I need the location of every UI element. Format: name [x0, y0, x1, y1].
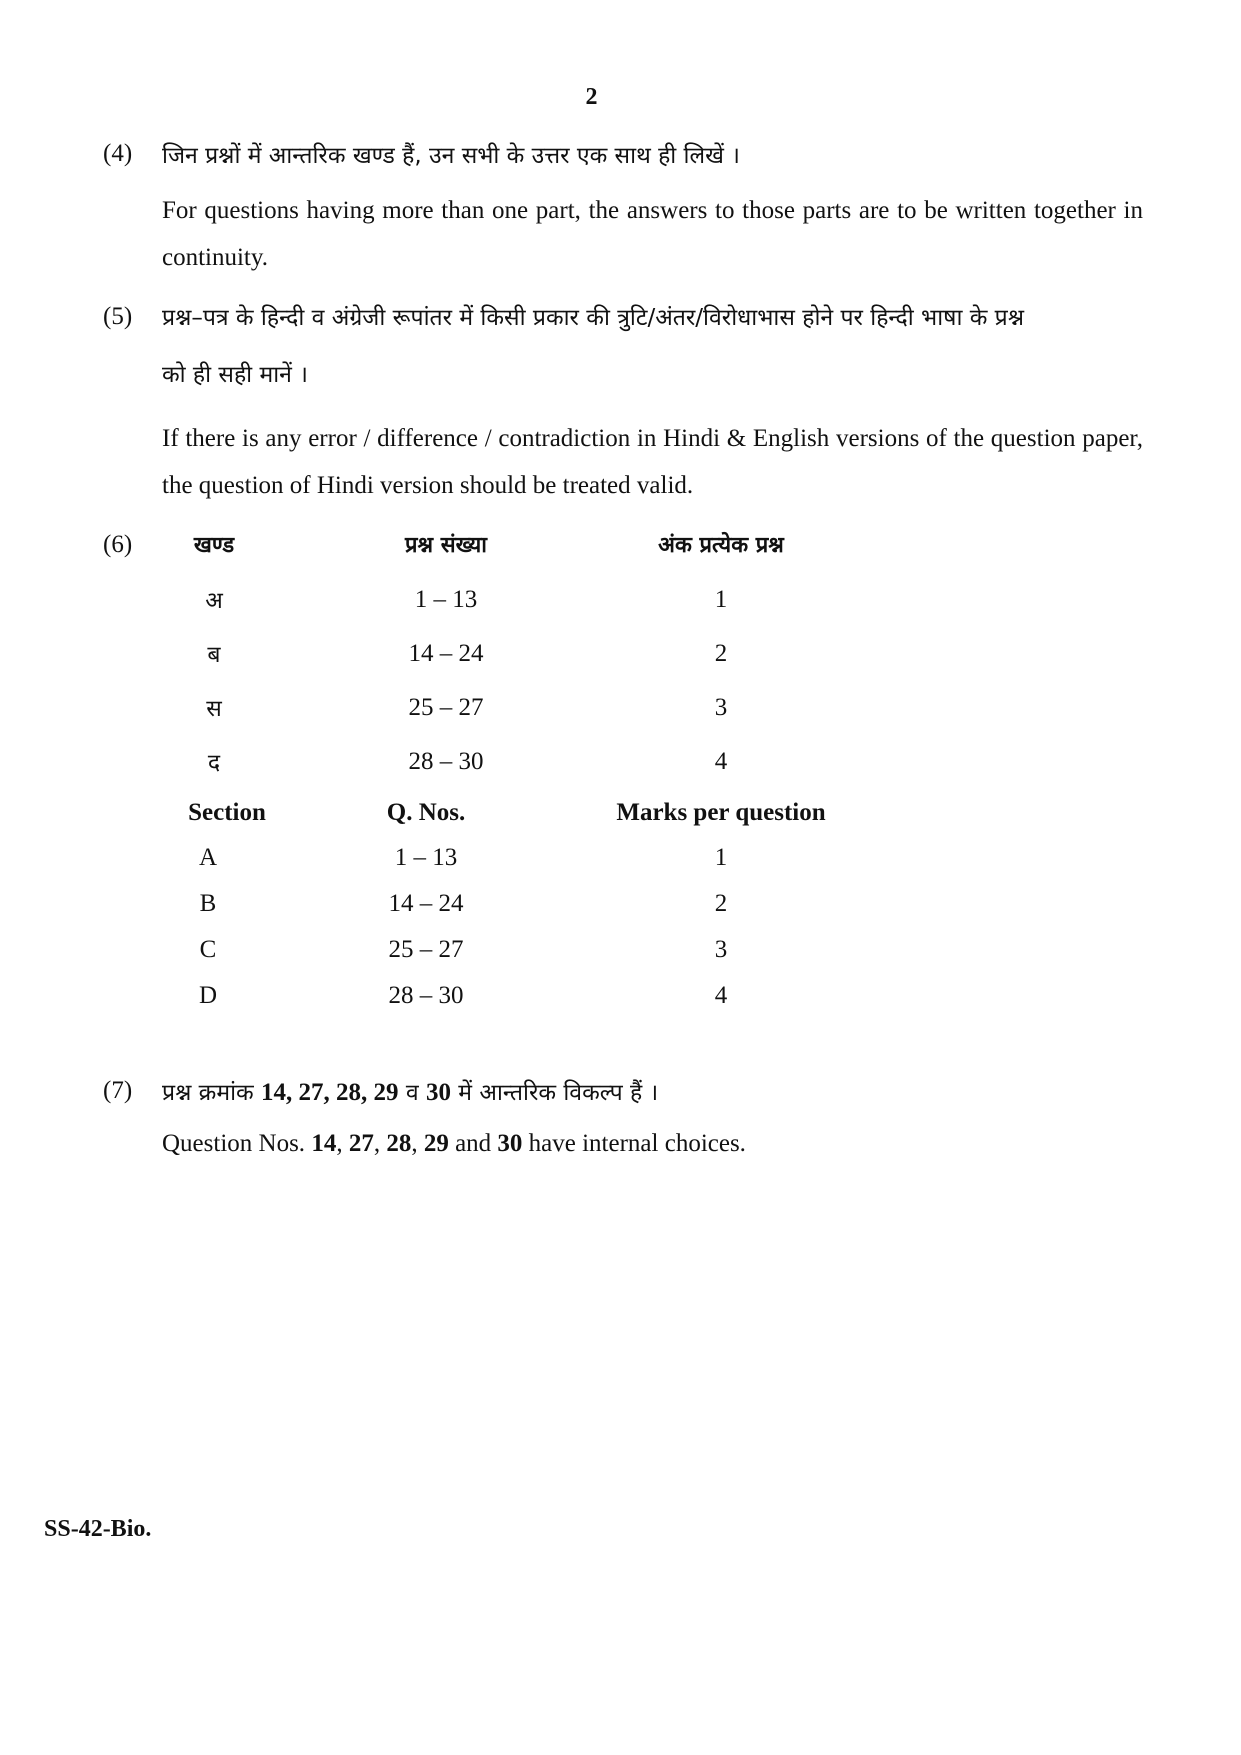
item-4-hindi-text: जिन प्रश्नों में आन्तरिक खण्ड हैं, उन सभी के उत्तर एक साथ ही लिखें । [162, 143, 740, 169]
english-table-section-cell: C [199, 936, 217, 963]
item-5-hindi-line-1: प्रश्न–पत्र के हिन्दी व अंग्रेजी रूपांतर में किसी प्रकार की त्रुटि/अंतर/विरोधाभास होने पर हिन्दी भाषा के प्रश्न [162, 305, 1025, 331]
english-table-qnos-cell: 25 – 27 [388, 936, 464, 963]
hindi-table-header-section: खण्ड [193, 533, 235, 558]
item-7-number: (7) [103, 1077, 133, 1104]
hindi-table-marks-cell: 4 [714, 748, 728, 775]
hindi-table-section-cell: स [206, 696, 222, 722]
footer-paper-code: SS-42-Bio. [44, 1516, 152, 1542]
item-7-english-text: Question Nos. 14, 27, 28, 29 and 30 have internal choices. [162, 1130, 746, 1157]
item-5-number: (5) [103, 303, 133, 330]
hindi-table-qnos-cell: 25 – 27 [408, 694, 484, 721]
english-table-qnos-cell: 14 – 24 [388, 890, 464, 917]
item-6-number: (6) [103, 531, 133, 558]
hindi-table-section-cell: ब [207, 642, 221, 668]
hindi-table-marks-cell: 3 [714, 694, 728, 721]
english-table-marks-cell: 4 [714, 982, 728, 1009]
english-table-section-cell: A [198, 844, 218, 871]
item-4-number: (4) [103, 140, 133, 167]
hindi-table-section-cell: द [207, 750, 221, 776]
page-number: 2 [585, 84, 598, 110]
item-5-english-text: If there is any error / difference / contradiction in Hindi & English versions of the question paper, the question of Hindi version should be treated valid. [162, 425, 1143, 499]
english-table-section-cell: B [199, 890, 217, 917]
hindi-table-header-marks: अंक प्रत्येक प्रश्न [658, 533, 784, 558]
english-table-marks-cell: 2 [714, 890, 728, 917]
english-table-marks-cell: 3 [714, 936, 728, 963]
english-table-qnos-cell: 1 – 13 [394, 844, 458, 871]
item-4-english-text: For questions having more than one part, the answers to those parts are to be written together in continuity. [162, 197, 1143, 271]
english-table-marks-cell: 1 [714, 844, 728, 871]
hindi-table-marks-cell: 2 [714, 640, 728, 667]
hindi-table-section-cell: अ [205, 588, 223, 614]
item-7-hindi-text: प्रश्न क्रमांक 14, 27, 28, 29 व 30 में आन्तरिक विकल्प हैं । [162, 1079, 659, 1106]
hindi-table-qnos-cell: 14 – 24 [408, 640, 484, 667]
item-5-hindi-line-2: को ही सही मानें । [162, 362, 308, 388]
hindi-table-marks-cell: 1 [714, 586, 728, 613]
english-table-header-qnos: Q. Nos. [386, 799, 466, 826]
english-table-qnos-cell: 28 – 30 [388, 982, 464, 1009]
english-table-header-section: Section [188, 799, 266, 826]
hindi-table-header-qnos: प्रश्न संख्या [405, 533, 487, 558]
english-table-header-marks: Marks per question [616, 799, 826, 826]
hindi-table-qnos-cell: 28 – 30 [408, 748, 484, 775]
hindi-table-qnos-cell: 1 – 13 [414, 586, 478, 613]
english-table-section-cell: D [198, 982, 218, 1009]
